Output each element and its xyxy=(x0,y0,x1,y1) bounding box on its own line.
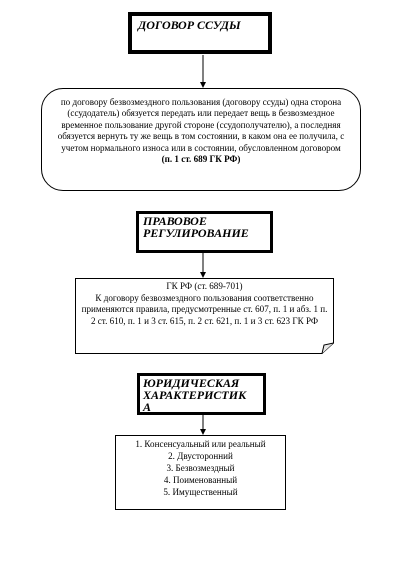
characteristics-list xyxy=(118,438,283,498)
characteristic-title-line2: ХАРАКТЕРИСТИК xyxy=(143,388,247,402)
definition-text: по договору безвозмездного пользования (договору ссуды) одна сторона (ссудодатель) обязуется передать или передает вещь в безвозмездное временное пользование другой стороне (ссудополучателю), а последняя обязуется вернуть ту же вещь в том состоянии, в каком она ее получила, с учетом нормального износа или в состоянии, обусловленном договором xyxy=(57,97,345,153)
regulation-title-line2: РЕГУЛИРОВАНИЕ xyxy=(143,226,249,240)
definition-reference: (п. 1 ст. 689 ГК РФ) xyxy=(161,154,241,165)
characteristic-item: 3. Безвозмездный xyxy=(166,463,235,473)
definition-box xyxy=(41,88,361,191)
characteristic-title-box xyxy=(137,373,266,415)
contract-title-box xyxy=(128,12,272,54)
characteristic-item: 5. Имущественный xyxy=(163,487,238,497)
characteristic-item: 4. Поименованный xyxy=(163,475,238,485)
characteristic-item: 1. Консенсуальный или реальный xyxy=(135,439,266,449)
characteristic-item: 2. Двусторонний xyxy=(168,451,233,461)
characteristics-box xyxy=(115,435,286,510)
characteristic-title-line3: А xyxy=(143,400,152,414)
regulation-title-box xyxy=(136,211,273,253)
regulation-text: К договору безвозмездного пользования соответственно применяются правила, предусмотренные ст. 607, п. 1 и абз. 1 п. 2 ст. 610, п. 1 и 3 ст. 615, п. 2 ст. 621, п. 1 и 3 ст. 623 ГК РФ xyxy=(81,292,328,327)
contract-title: ДОГОВОР ССУДЫ xyxy=(138,18,241,32)
regulation-source: ГК РФ (ст. 689-701) xyxy=(166,281,243,291)
regulation-box xyxy=(75,278,334,354)
characteristic-title-line1: ЮРИДИЧЕСКАЯ xyxy=(143,376,240,390)
regulation-title-line1: ПРАВОВОЕ xyxy=(143,214,207,228)
